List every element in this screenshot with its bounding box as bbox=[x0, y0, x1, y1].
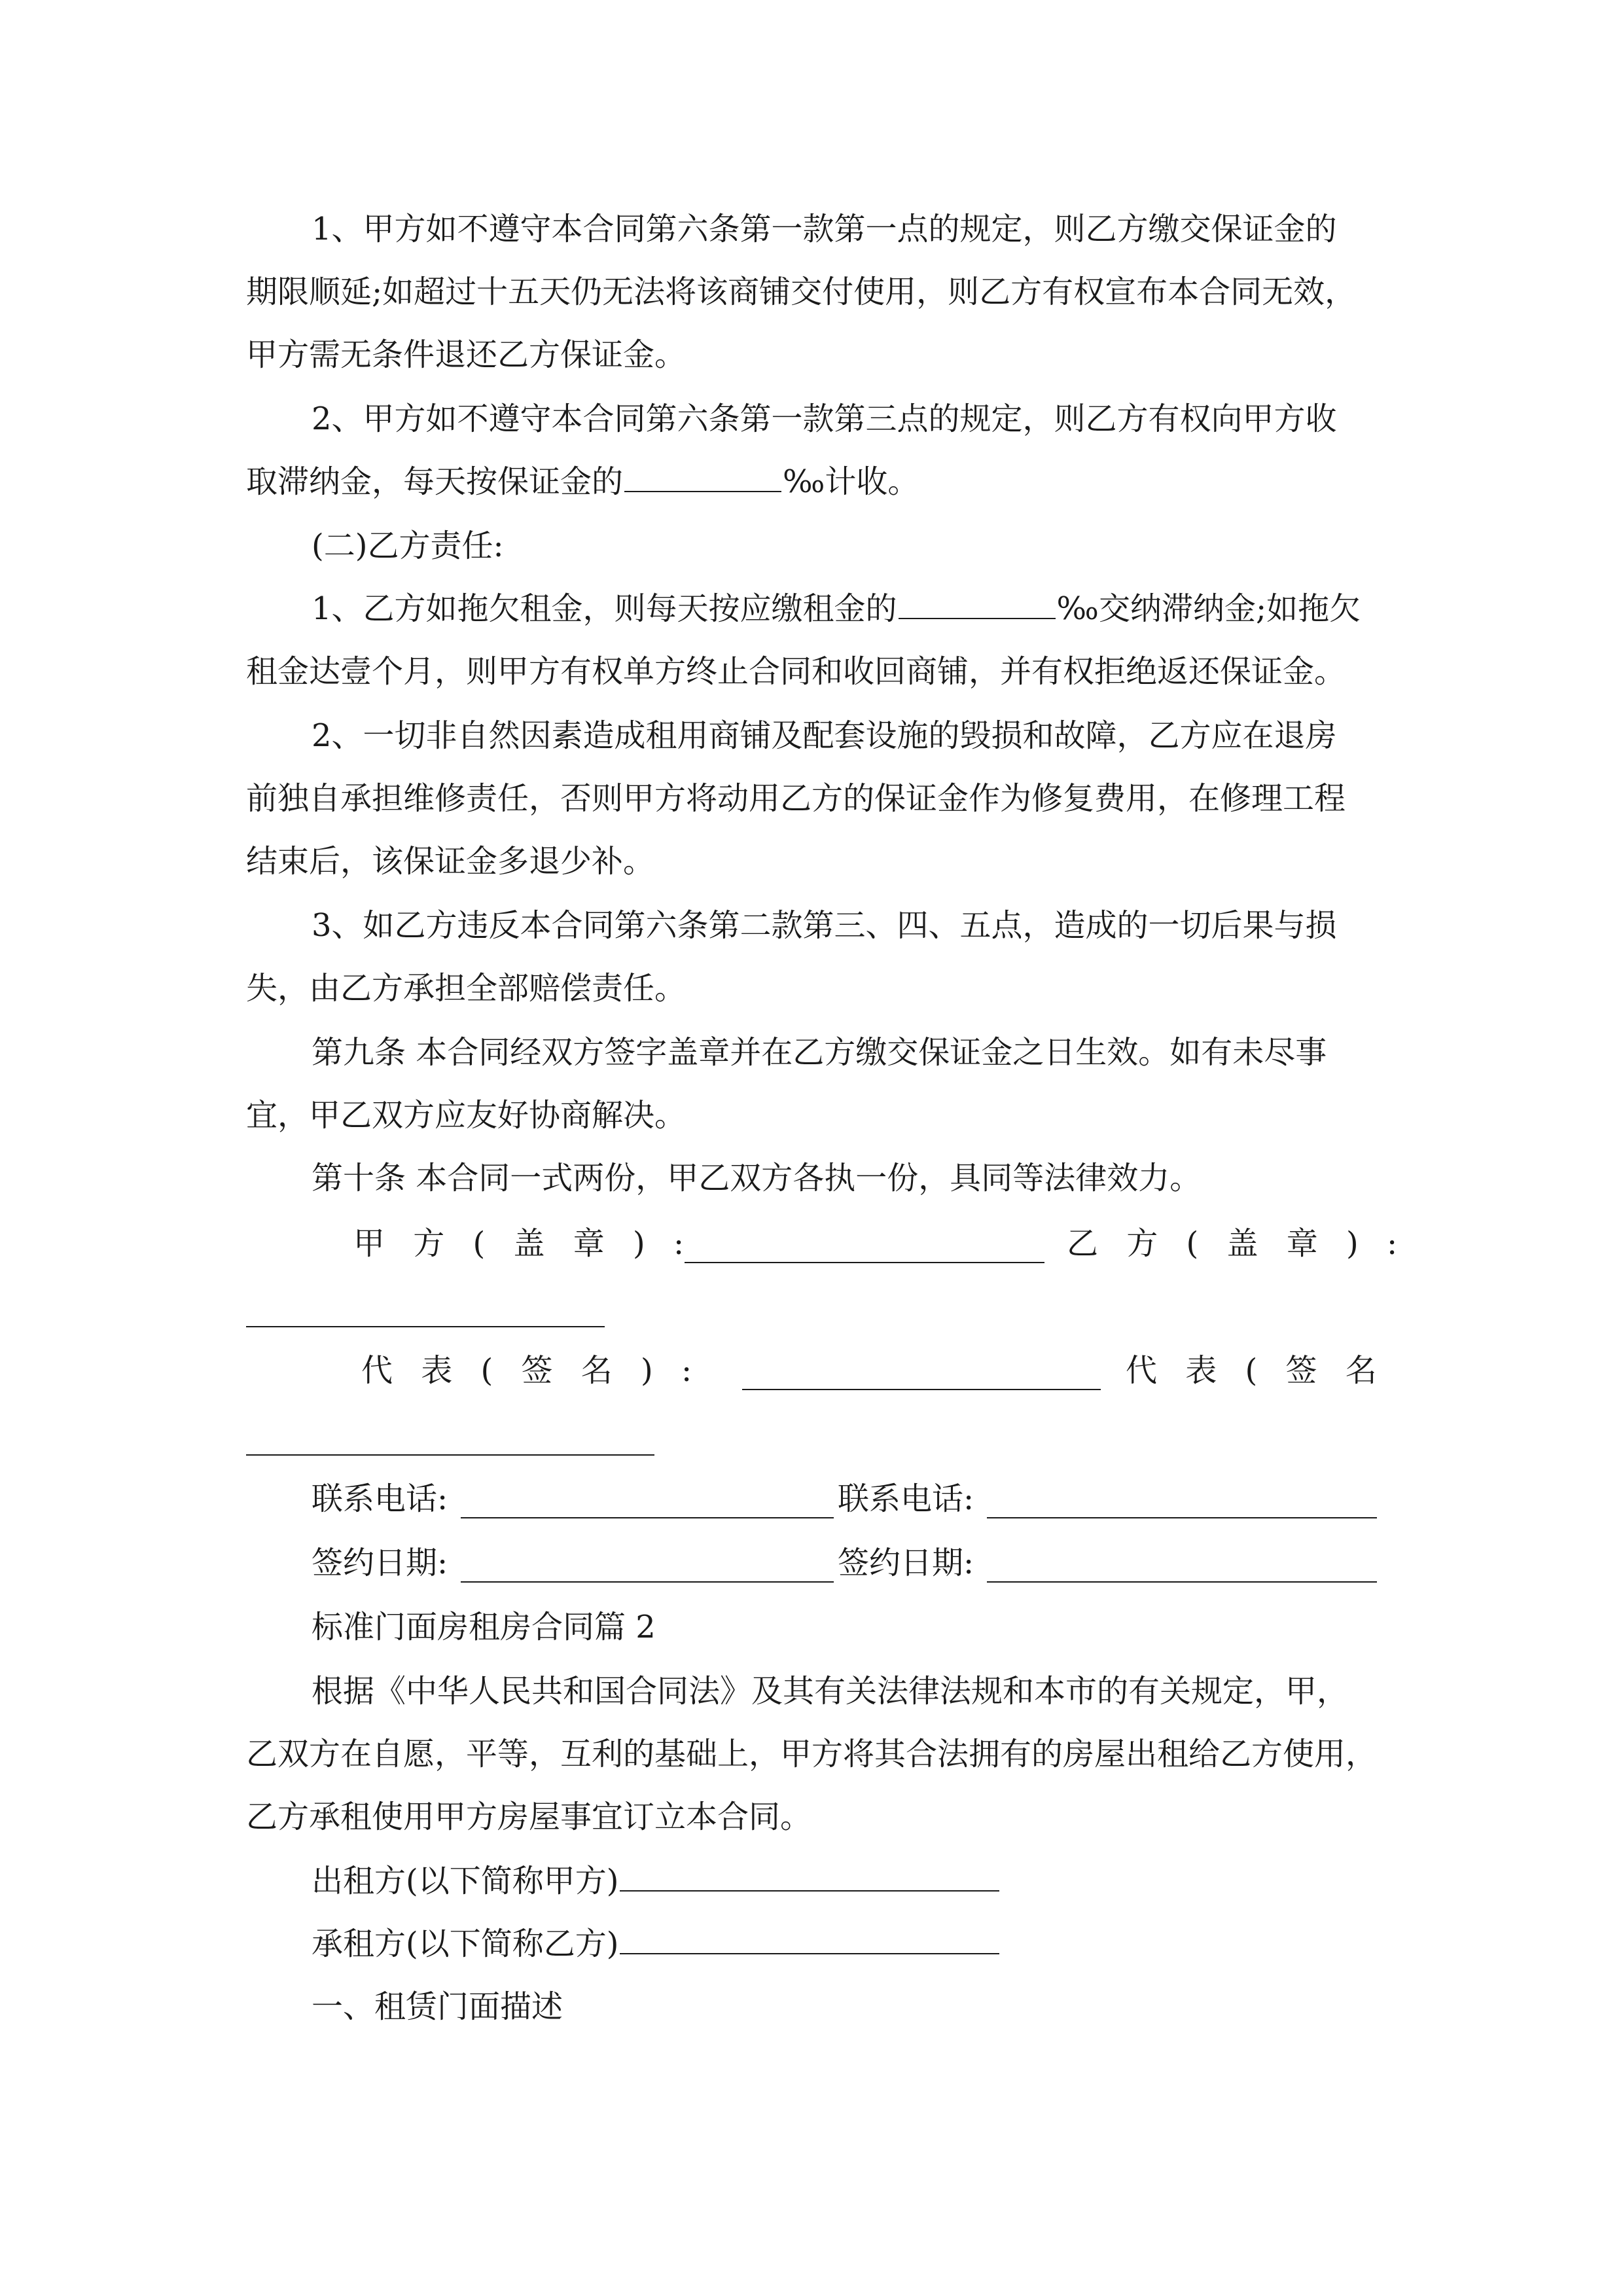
clause-b1-text-post: ‰交纳滞纳金;如拖欠 bbox=[1056, 590, 1361, 627]
article-9-line-1: 第九条 本合同经双方签字盖章并在乙方缴交保证金之日生效。如有未尽事 bbox=[312, 1034, 1327, 1071]
lessor-label: 出租方(以下简称甲方) bbox=[312, 1863, 619, 1899]
article-9-line-2: 宜，甲乙双方应友好协商解决。 bbox=[246, 1097, 687, 1134]
clause-b3-line-2: 失，由乙方承担全部赔偿责任。 bbox=[246, 970, 687, 1007]
clause-2-text-pre: 取滞纳金，每天按保证金的 bbox=[246, 463, 624, 500]
heading-1: 一、租赁门面描述 bbox=[312, 1988, 563, 2025]
party-b-duties-heading: (二)乙方责任: bbox=[312, 528, 504, 564]
clause-1-line-2: 期限顺延;如超过十五天仍无法将该商铺交付使用，则乙方有权宣布本合同无效， bbox=[246, 274, 1357, 310]
lessee-row bbox=[312, 1924, 1001, 1964]
clause-b2-line-2: 前独自承担维修责任，否则甲方将动用乙方的保证金作为修复费用，在修理工程 bbox=[246, 780, 1346, 817]
penalty-rate-blank bbox=[624, 462, 781, 492]
section-2-intro-line-1: 根据《中华人民共和国合同法》及其有关法律法规和本市的有关规定，甲， bbox=[312, 1673, 1349, 1710]
clause-b1-text-pre: 1、乙方如拖欠租金，则每天按应缴租金的 bbox=[312, 590, 897, 627]
party-a-seal-label: 甲 方 ( 盖 章 ) : bbox=[353, 1225, 694, 1262]
rep-b-line bbox=[246, 1454, 654, 1456]
clause-2-line-1: 2、甲方如不遵守本合同第六条第一款第三点的规定，则乙方有权向甲方收 bbox=[312, 401, 1337, 437]
clause-b3-line-1: 3、如乙方违反本合同第六条第二款第三、四、五点，造成的一切后果与损 bbox=[312, 907, 1337, 944]
clause-1-line-1: 1、甲方如不遵守本合同第六条第一款第一点的规定，则乙方缴交保证金的 bbox=[312, 211, 1337, 247]
clause-b1-line-1 bbox=[312, 589, 1361, 628]
lessor-blank bbox=[620, 1861, 999, 1892]
date-b-line bbox=[987, 1581, 1377, 1583]
party-b-seal-label: 乙 方 ( 盖 章 ) : bbox=[1067, 1225, 1407, 1262]
article-10: 第十条 本合同一式两份，甲乙双方各执一份，具同等法律效力。 bbox=[312, 1160, 1202, 1196]
clause-2-text-post: ‰计收。 bbox=[783, 463, 919, 500]
clause-1-line-3: 甲方需无条件退还乙方保证金。 bbox=[246, 336, 687, 373]
lessor-row bbox=[312, 1861, 1001, 1901]
party-b-seal-line bbox=[246, 1326, 605, 1327]
phone-b-label: 联系电话: bbox=[838, 1480, 974, 1517]
clause-b1-line-2: 租金达壹个月，则甲方有权单方终止合同和收回商铺，并有权拒绝返还保证金。 bbox=[246, 653, 1346, 690]
date-a-line bbox=[461, 1581, 834, 1583]
clause-2-line-2 bbox=[246, 462, 919, 501]
late-fee-rate-blank bbox=[899, 589, 1056, 619]
rep-b-label: 代 表 ( 签 名 bbox=[1126, 1352, 1386, 1389]
phone-a-label: 联系电话: bbox=[312, 1480, 448, 1517]
section-2-title: 标准门面房租房合同篇 2 bbox=[312, 1609, 656, 1645]
lessee-label: 承租方(以下简称乙方) bbox=[312, 1926, 619, 1962]
phone-b-line bbox=[987, 1517, 1377, 1518]
clause-b2-line-1: 2、一切非自然因素造成租用商铺及配套设施的毁损和故障，乙方应在退房 bbox=[312, 717, 1337, 754]
clause-b2-line-3: 结束后，该保证金多退少补。 bbox=[246, 843, 655, 880]
lessee-blank bbox=[620, 1924, 999, 1954]
section-2-intro-line-2: 乙双方在自愿，平等，互利的基础上，甲方将其合法拥有的房屋出租给乙方使用， bbox=[246, 1736, 1378, 1772]
date-a-label: 签约日期: bbox=[312, 1545, 448, 1581]
rep-a-line bbox=[742, 1389, 1101, 1390]
section-2-intro-line-3: 乙方承租使用甲方房屋事宜订立本合同。 bbox=[246, 1799, 812, 1835]
date-b-label: 签约日期: bbox=[838, 1545, 974, 1581]
phone-a-line bbox=[461, 1517, 834, 1518]
rep-a-label: 代 表 ( 签 名 ) : bbox=[361, 1352, 702, 1389]
party-a-seal-line bbox=[685, 1262, 1044, 1263]
